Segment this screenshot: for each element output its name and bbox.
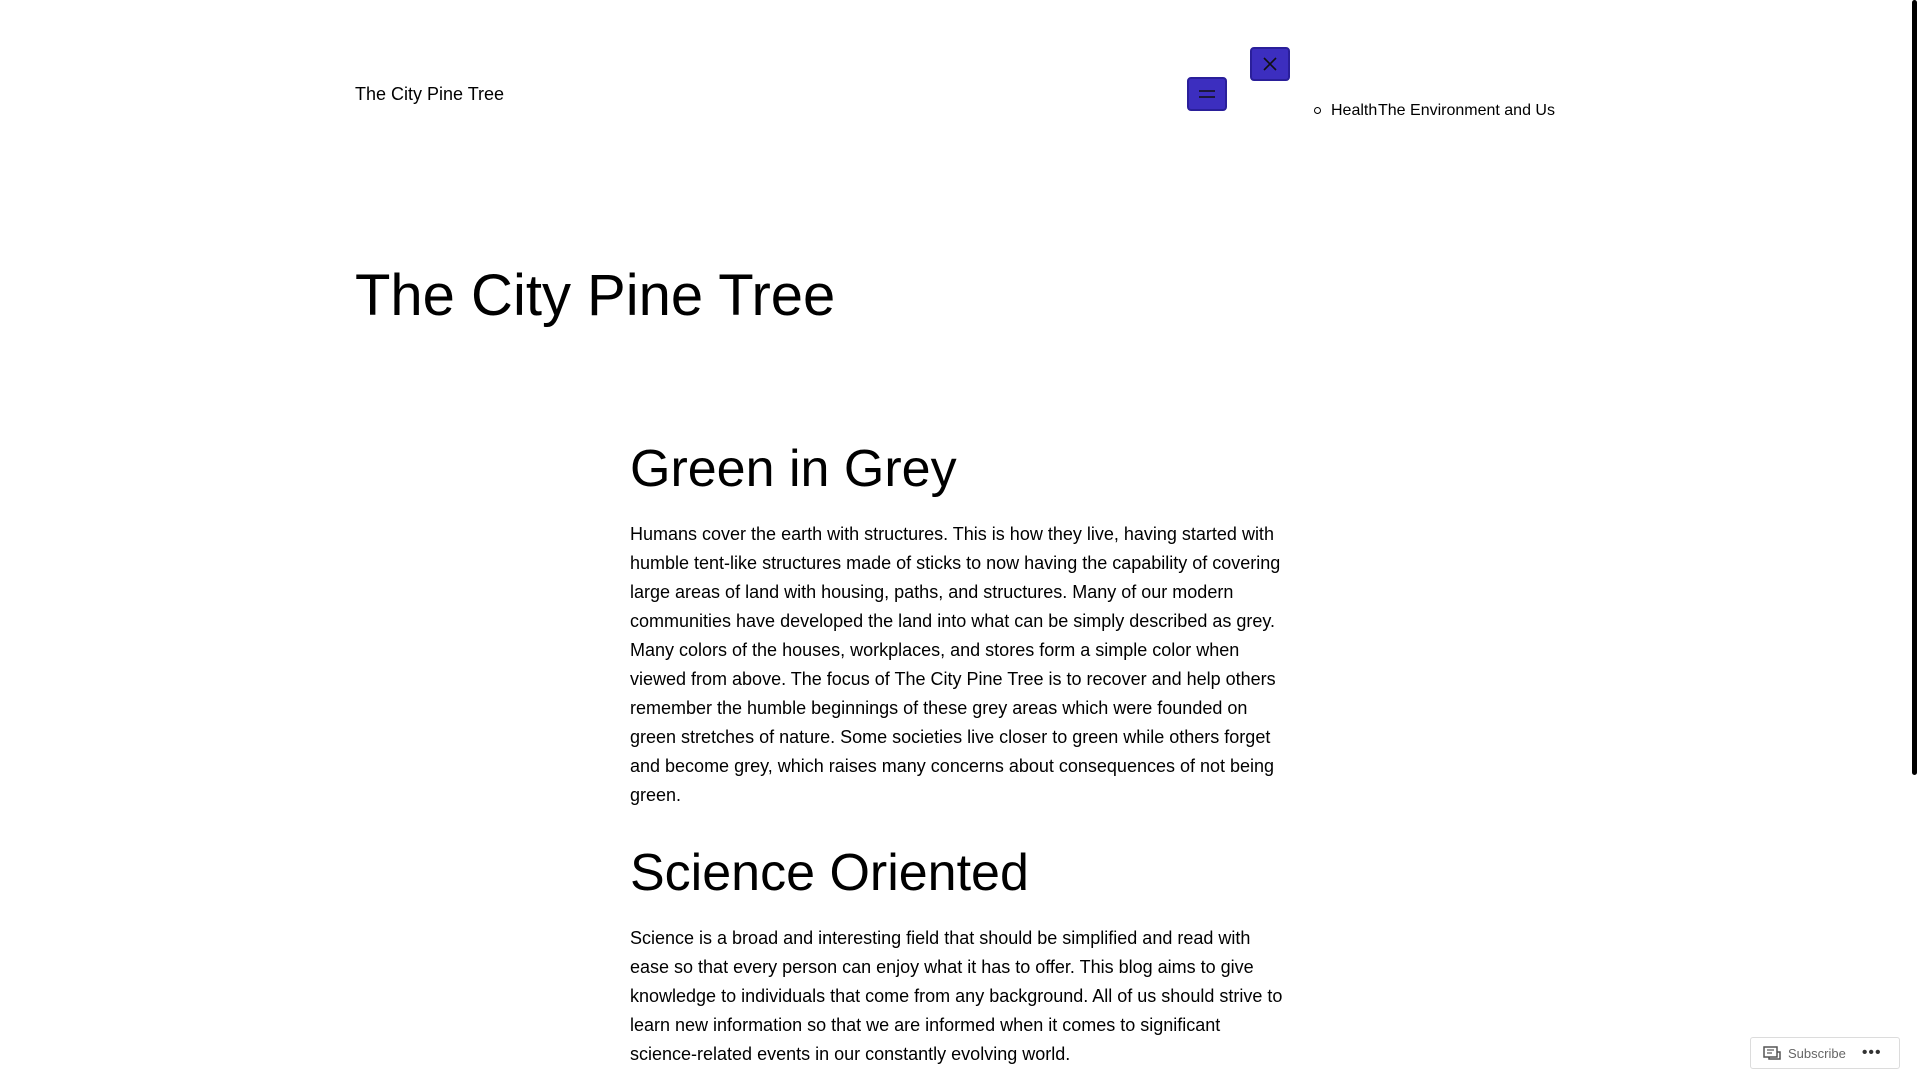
section-body: Humans cover the earth with structures. This is how they live, having started with humble tent-like structures made of sticks to now having the capability of covering large areas of land with housing, paths, and structures. Many of our modern communities have developed the land into what can be simply described as grey. Many colors of the houses, workplaces, and stores form a simple color when viewed from above. The focus of The City Pine Tree is to recover and help others remember the humble beginnings of these grey areas which were founded on green stretches of nature. Some societies live closer to green while others forget and become grey, which raises many concerns about consequences of not being green. xyxy=(630,524,1281,805)
subscribe-button[interactable]: Subscribe xyxy=(1788,1045,1846,1061)
scrollbar-thumb[interactable] xyxy=(1912,0,1917,775)
menu-open-button[interactable] xyxy=(1187,77,1227,111)
nav-item-environment[interactable]: The Environment and Us xyxy=(1378,102,1555,119)
close-icon xyxy=(1262,56,1278,72)
more-options-icon[interactable]: ••• xyxy=(1861,1044,1882,1061)
subscribe-widget xyxy=(1750,1037,1900,1069)
section-science-oriented xyxy=(630,844,1290,1069)
reader-icon[interactable] xyxy=(1763,1046,1781,1060)
list-bullet-icon xyxy=(1314,107,1321,114)
section-body: Science is a broad and interesting field that should be simplified and read with ease so that every person can enjoy what it has to offer. This blog aims to give knowledge to individuals that come from any background. All of us should strive to learn new information so that we are informed when it comes to significant science-related events in our constantly evolving world. xyxy=(630,928,1283,1064)
section-heading: Science Oriented xyxy=(630,844,1029,902)
main-content xyxy=(630,440,1290,1080)
hamburger-icon xyxy=(1198,89,1216,99)
page-title: The City Pine Tree xyxy=(355,263,836,328)
section-heading: Green in Grey xyxy=(630,440,957,498)
section-green-in-grey xyxy=(630,440,1290,810)
menu-close-button[interactable] xyxy=(1250,47,1290,81)
nav-item-health[interactable]: Health xyxy=(1331,102,1378,119)
site-title-link[interactable]: The City Pine Tree xyxy=(355,84,505,104)
